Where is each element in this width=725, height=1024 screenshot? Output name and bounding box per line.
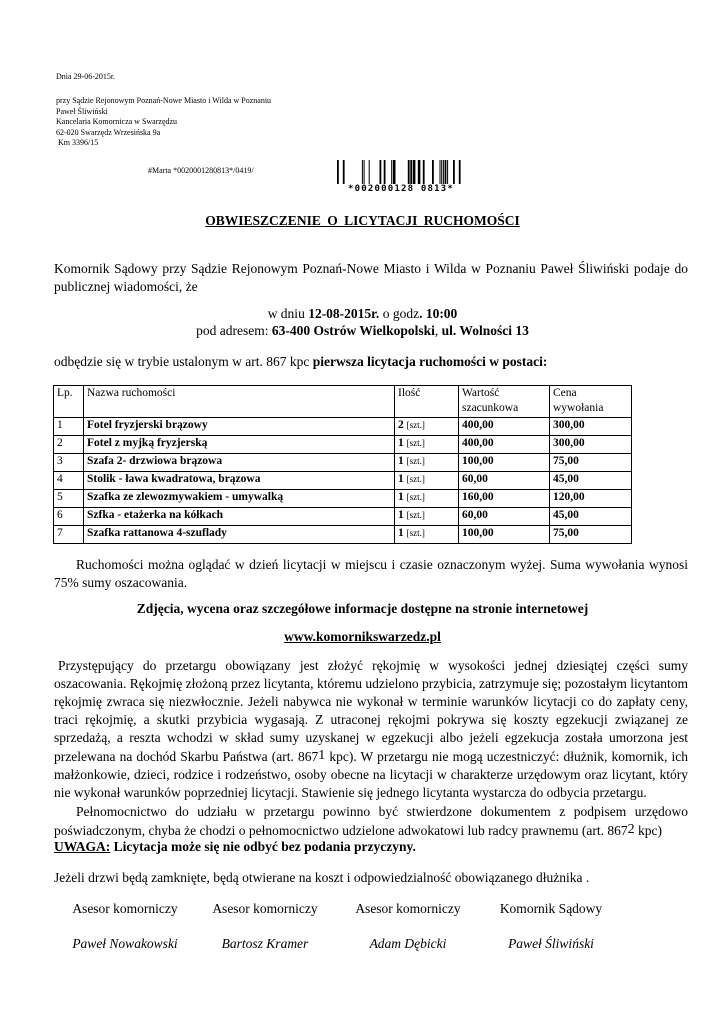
- when-mid: o godz: [379, 306, 420, 321]
- cell-unit: [szt.]: [406, 492, 425, 502]
- header-line: przy Sądzie Rejonowym Poznań-Nowe Miasto i Wilda w Poznaniu: [56, 96, 272, 105]
- cell-qty-text: 1: [398, 509, 404, 521]
- cell-value-text: 400,00: [462, 419, 494, 431]
- barcode-bar: [418, 160, 421, 184]
- cell-value: [459, 472, 550, 490]
- barcode-bar: [364, 160, 365, 184]
- cell-qty-text: 1: [398, 455, 404, 467]
- col-qty: Ilość: [395, 386, 459, 418]
- barcode-bar: [384, 160, 386, 184]
- proxy-text-b: kpc): [634, 823, 662, 838]
- table-row: [54, 454, 632, 472]
- cell-qty-text: 1: [398, 473, 404, 485]
- cell-price-text: 75,00: [553, 455, 579, 467]
- items-table: [53, 385, 632, 544]
- barcode-bar: [423, 160, 425, 184]
- deposit-sup: 1: [318, 748, 326, 763]
- barcode-bar: [447, 160, 448, 184]
- barcode-bar: [391, 160, 392, 184]
- cell-price: [550, 490, 632, 508]
- cell-qty-text: 2: [398, 419, 404, 431]
- website-link[interactable]: www.komornikswarzedz.pl: [284, 629, 441, 644]
- barcode-bar: [337, 160, 339, 184]
- deposit-text-b: kpc). W przetargu nie mogą uczestniczyć: dłużnik, komornik, ich małżonkowie, dzieci, rodzice i rodzeństwo, osoby obecne na licytacji w charakterze urzędowym oraz licytant, który nie wykonał warunków poprzedniej licytacji. Stawienie się jednego licytanta wystarcza do odbycia przetargu.: [54, 749, 688, 800]
- cell-price-text: 300,00: [553, 437, 585, 449]
- cell-qty: [395, 472, 459, 490]
- cell-lp: [54, 508, 84, 526]
- signature-role: Komornik Sądowy: [499, 901, 603, 916]
- case-reference: #Marta *0020001280813*/0419/: [148, 166, 254, 175]
- barcode-bar: [369, 160, 370, 184]
- cell-price-text: 45,00: [553, 509, 579, 521]
- cell-unit: [szt.]: [406, 456, 425, 466]
- signature-4: [481, 901, 621, 952]
- barcode-bar: [413, 160, 416, 184]
- barcode-bars: [337, 160, 465, 184]
- cell-value-text: 100,00: [462, 527, 494, 539]
- deposit-text-a: Przystępujący do przetargu obowiązany jest złożyć rękojmię w wysokości jednej dziesiątej części sumy oszacowania. Rękojmię złożoną przez licytanta, któremu udzielono przybicia, zatrzymuje się; pozostałym licytantom rękojmię zwraca się niezwłocznie. Jeżeli nabywca nie wykonał w terminie warunków licytacji co do zapłaty ceny, traci rękojmię, a skutki przybicia wygasają. Z utraconej rękojmi pokrywa się koszty egzekucji związanej ze sprzedażą, a reszta wchodzi w skład sumy uzyskanej w egzekucji albo jeżeli egzekucja została umorzona jest przelewana na dochód Skarbu Państwa (art. 867: [54, 658, 688, 764]
- viewing-paragraph: Ruchomości można oglądać w dzień licytacji w miejscu i czasie oznaczonym wyżej. Suma wywołania wynosi 75% sumy oszacowania.: [54, 557, 688, 590]
- cell-lp: [54, 526, 84, 544]
- cell-name: [84, 454, 395, 472]
- address-street: ul. Wolności 13: [441, 323, 529, 338]
- cell-name: [84, 436, 395, 454]
- cell-value-text: 400,00: [462, 437, 494, 449]
- cell-lp: [54, 436, 84, 454]
- barcode-bar: [441, 160, 442, 184]
- barcode-bar: [443, 160, 444, 184]
- header-line: Km 3396/15: [56, 138, 99, 147]
- cell-qty: [395, 508, 459, 526]
- cell-value-text: 60,00: [462, 509, 488, 521]
- header-line: Kancelaria Komornicza w Swarzędzu: [56, 117, 178, 126]
- lead-paragraph: [54, 353, 694, 371]
- cell-lp-text: 3: [57, 455, 63, 467]
- cell-value: [459, 526, 550, 544]
- barcode-bar: [445, 160, 447, 184]
- cell-qty: [395, 454, 459, 472]
- cell-value-text: 60,00: [462, 473, 488, 485]
- auction-datetime: [0, 305, 725, 323]
- barcode-bar: [432, 160, 434, 184]
- cell-name-text: Szafa 2- drzwiowa brązowa: [87, 455, 223, 467]
- address-city: 63-400 Ostrów Wielkopolski: [271, 323, 435, 338]
- table-row: [54, 418, 632, 436]
- cell-value: [459, 508, 550, 526]
- col-name: Nazwa ruchomości: [84, 386, 395, 418]
- table-row: [54, 508, 632, 526]
- cell-value-text: 100,00: [462, 455, 494, 467]
- cell-name-text: Szafka rattanowa 4-szuflady: [87, 527, 227, 539]
- signature-2: [195, 901, 335, 952]
- cell-lp: [54, 454, 84, 472]
- auction-date: 12-08-2015r.: [308, 306, 380, 321]
- cell-qty: [395, 418, 459, 436]
- barcode-bar: [453, 160, 455, 184]
- cell-price-text: 45,00: [553, 473, 579, 485]
- table-row: [54, 490, 632, 508]
- where-prefix: pod adresem:: [196, 323, 272, 338]
- cell-unit: [szt.]: [406, 474, 425, 484]
- cell-name: [84, 508, 395, 526]
- where-sep: ,: [434, 323, 442, 338]
- page-title: OBWIESZCZENIE O LICYTACJI RUCHOMOŚCI: [205, 213, 520, 228]
- col-price: Cena wywołania: [550, 386, 632, 418]
- cell-lp: [54, 490, 84, 508]
- barcode-bar: [380, 160, 382, 184]
- barcode-bar: [440, 160, 441, 184]
- barcode-bar: [408, 160, 410, 184]
- barcode-bar: [410, 160, 412, 184]
- cell-qty: [395, 490, 459, 508]
- lead-bold: pierwsza licytacja ruchomości w postaci:: [312, 354, 548, 369]
- cell-lp: [54, 472, 84, 490]
- deposit-paragraph: [54, 657, 688, 802]
- cell-qty: [395, 526, 459, 544]
- cell-lp-text: 6: [57, 509, 63, 521]
- cell-name: [84, 526, 395, 544]
- header-line: 62-020 Swarzędz Wrzesińska 9a: [56, 127, 161, 137]
- barcode-bar: [343, 160, 345, 184]
- cell-name-text: Szfka - etażerka na kółkach: [87, 509, 224, 521]
- cell-name: [84, 490, 395, 508]
- cell-qty-text: 1: [398, 437, 404, 449]
- cell-value-text: 160,00: [462, 491, 494, 503]
- photos-note: Zdjęcia, wycena oraz szczegółowe informacje dostępne na stronie internetowej: [136, 601, 589, 616]
- cell-price: [550, 526, 632, 544]
- cell-lp-text: 4: [57, 473, 63, 485]
- barcode-bar: [459, 160, 461, 184]
- cell-qty: [395, 436, 459, 454]
- table-row: [54, 472, 632, 490]
- signature-name: Adam Dębicki: [369, 936, 447, 951]
- cell-price-text: 300,00: [553, 419, 585, 431]
- header-line: Paweł Śliwiński: [56, 106, 108, 116]
- table-row: [54, 436, 632, 454]
- warning-label: UWAGA:: [54, 839, 111, 854]
- proxy-sup: 2: [627, 822, 635, 837]
- cell-name-text: Szafka ze zlewozmywakiem - umywalką: [87, 491, 284, 503]
- barcode-text: *002000128 0813*: [348, 184, 454, 194]
- signature-1: [55, 901, 195, 952]
- col-value: Wartość szacunkowa: [459, 386, 550, 418]
- signature-role: Asesor komorniczy: [355, 901, 461, 916]
- signature-name: Bartosz Kramer: [221, 936, 309, 951]
- cell-name-text: Fotel z myjką fryzjerską: [87, 437, 208, 449]
- cell-price: [550, 454, 632, 472]
- signature-role: Asesor komorniczy: [212, 901, 318, 916]
- intro-paragraph: Komornik Sądowy przy Sądzie Rejonowym Poznań-Nowe Miasto i Wilda w Poznaniu Paweł Śliwiński podaje do publicznej wiadomości, że: [54, 261, 688, 294]
- cell-value: [459, 436, 550, 454]
- warning-line: [54, 838, 416, 856]
- cell-value: [459, 418, 550, 436]
- cell-name: [84, 472, 395, 490]
- proxy-paragraph: [54, 803, 688, 840]
- signature-3: [338, 901, 478, 952]
- barcode-bar: [393, 160, 396, 184]
- warning-text: Licytacja może się nie odbyć bez podania przyczyny.: [110, 839, 416, 854]
- cell-price: [550, 472, 632, 490]
- auction-time: . 10:00: [419, 306, 458, 321]
- cell-price-text: 120,00: [553, 491, 585, 503]
- barcode: [337, 160, 465, 193]
- signature-name: Paweł Nowakowski: [72, 936, 178, 951]
- cell-unit: [szt.]: [406, 528, 425, 538]
- cell-unit: [szt.]: [406, 420, 425, 430]
- cell-value: [459, 454, 550, 472]
- signature-name: Paweł Śliwiński: [508, 936, 594, 951]
- cell-qty-text: 1: [398, 527, 404, 539]
- auction-address: [0, 322, 725, 340]
- barcode-bar: [362, 160, 363, 184]
- cell-value: [459, 490, 550, 508]
- cell-unit: [szt.]: [406, 510, 425, 520]
- cell-price: [550, 418, 632, 436]
- cell-lp-text: 7: [57, 527, 63, 539]
- signature-role: Asesor komorniczy: [72, 901, 178, 916]
- cell-unit: [szt.]: [406, 438, 425, 448]
- header-date: Dnia 29-06-2015r.: [56, 72, 116, 81]
- cell-name-text: Fotel fryzjerski brązowy: [87, 419, 208, 431]
- lead-text: odbędzie się w trybie ustalonym w art. 867 kpc: [54, 354, 313, 369]
- cell-price: [550, 436, 632, 454]
- col-lp: Lp.: [54, 386, 84, 418]
- doors-paragraph: Jeżeli drzwi będą zamknięte, będą otwierane na koszt i odpowiedzialność obowiązanego dłużnika .: [54, 870, 590, 885]
- cell-lp-text: 1: [57, 419, 63, 431]
- cell-name: [84, 418, 395, 436]
- cell-price: [550, 508, 632, 526]
- cell-lp: [54, 418, 84, 436]
- cell-name-text: Stolik - ława kwadratowa, brązowa: [87, 473, 261, 485]
- cell-price-text: 75,00: [553, 527, 579, 539]
- cell-qty-text: 1: [398, 491, 404, 503]
- cell-lp-text: 2: [57, 437, 63, 449]
- cell-lp-text: 5: [57, 491, 63, 503]
- table-row: [54, 526, 632, 544]
- header-address-block: [56, 96, 271, 149]
- when-prefix: w dniu: [267, 306, 309, 321]
- proxy-text-a: Pełnomocnictwo do udziału w przetargu powinno być stwierdzone dokumentem z podpisem urzędowo poświadczonym, chyba że chodzi o pełnomocnictwo udzielone adwokatowi lub radcy prawnemu (art. 867: [54, 804, 688, 838]
